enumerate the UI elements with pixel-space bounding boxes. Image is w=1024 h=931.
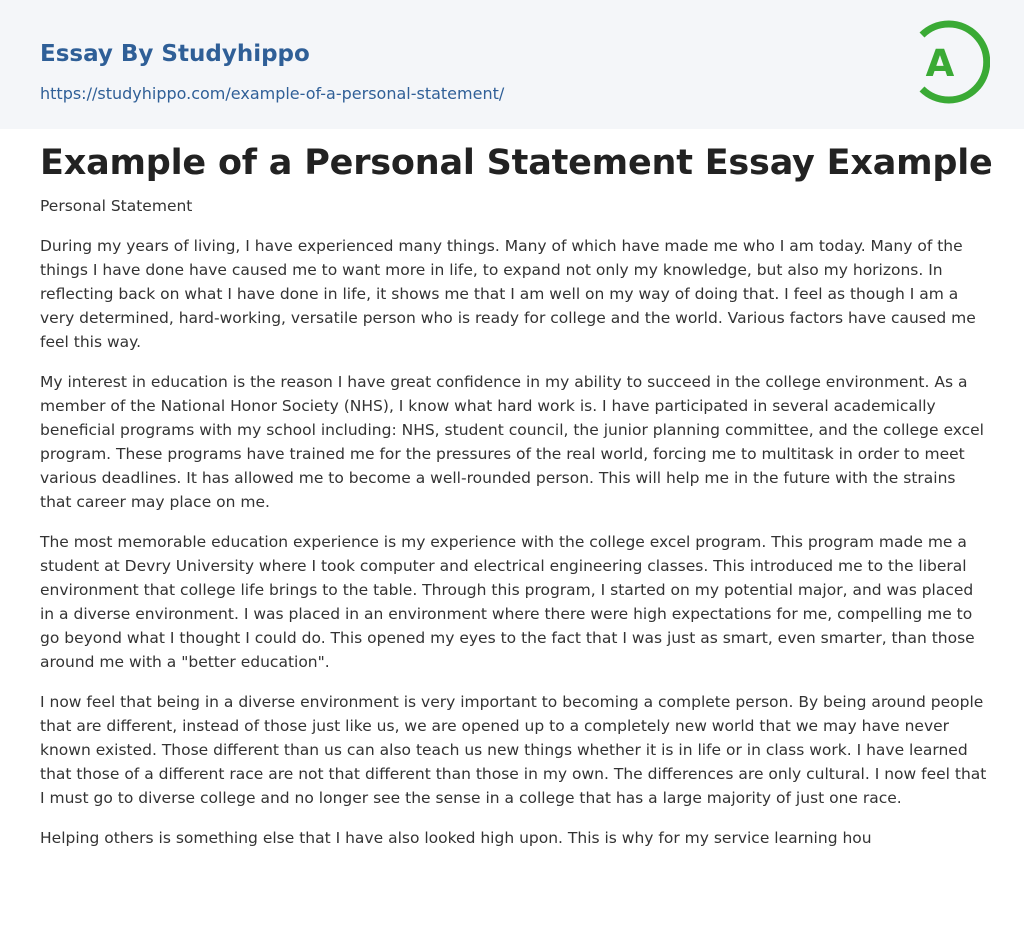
essay-paragraph: The most memorable education experience is my experience with the college excel program. This program made me a student at Devry University where I took computer and electrical engineering classes. This introduced me to the liberal environment that college life brings to the table. Through this program, I started on my potential major, and was placed in a diverse environment. I was placed in an environment where there were high expectations for me, compelling me to go beyond what I thought I could do. This opened my eyes to the fact that I was just as smart, even smarter, than those around me with a "better education". (40, 533, 975, 671)
essay-body (40, 234, 988, 866)
page-title: Example of a Personal Statement Essay Example (40, 143, 993, 183)
essay-paragraph: During my years of living, I have experienced many things. Many of which have made me who I am today. Many of the things I have done have caused me to want more in life, to expand not only my knowledge, but also my horizons. In reflecting back on what I have done in life, it shows me that I am well on my way of doing that. I feel as though I am a very determined, hard-working, versatile person who is ready for college and the world. Various factors have caused me feel this way. (40, 237, 976, 351)
essay-url-link[interactable]: https://studyhippo.com/example-of-a-personal-statement/ (40, 84, 505, 103)
essay-paragraph-truncated: Helping others is something else that I have also looked high upon. This is why for my service learning hou (40, 829, 872, 847)
essay-paragraph: I now feel that being in a diverse environment is very important to becoming a complete person. By being around people that are different, instead of those just like us, we are opened up to a completely new world that we may have never known existed. Those different than us can also teach us new things whether it is in life or in class work. I have learned that those of a different race are not that different than those in my own. The differences are only cultural. I now feel that I must go to diverse college and no longer see the sense in a college that has a large majority of just one race. (40, 693, 987, 807)
essay-category: Personal Statement (40, 197, 193, 215)
studyhippo-a-logo-icon[interactable] (910, 18, 990, 108)
site-brand[interactable]: Essay By Studyhippo (40, 41, 310, 67)
essay-paragraph: My interest in education is the reason I have great confidence in my ability to succeed in the college environment. As a member of the National Honor Society (NHS), I know what hard work is. I have participated in several academically beneficial programs with my school including: NHS, student council, the junior planning committee, and the college excel program. These programs have trained me for the pressures of the real world, forcing me to multitask in order to meet various deadlines. It has allowed me to become a well-rounded person. This will help me in the future with the strains that career may place on me. (40, 373, 984, 511)
logo-letter: A (925, 42, 955, 85)
site-header (0, 0, 1024, 129)
